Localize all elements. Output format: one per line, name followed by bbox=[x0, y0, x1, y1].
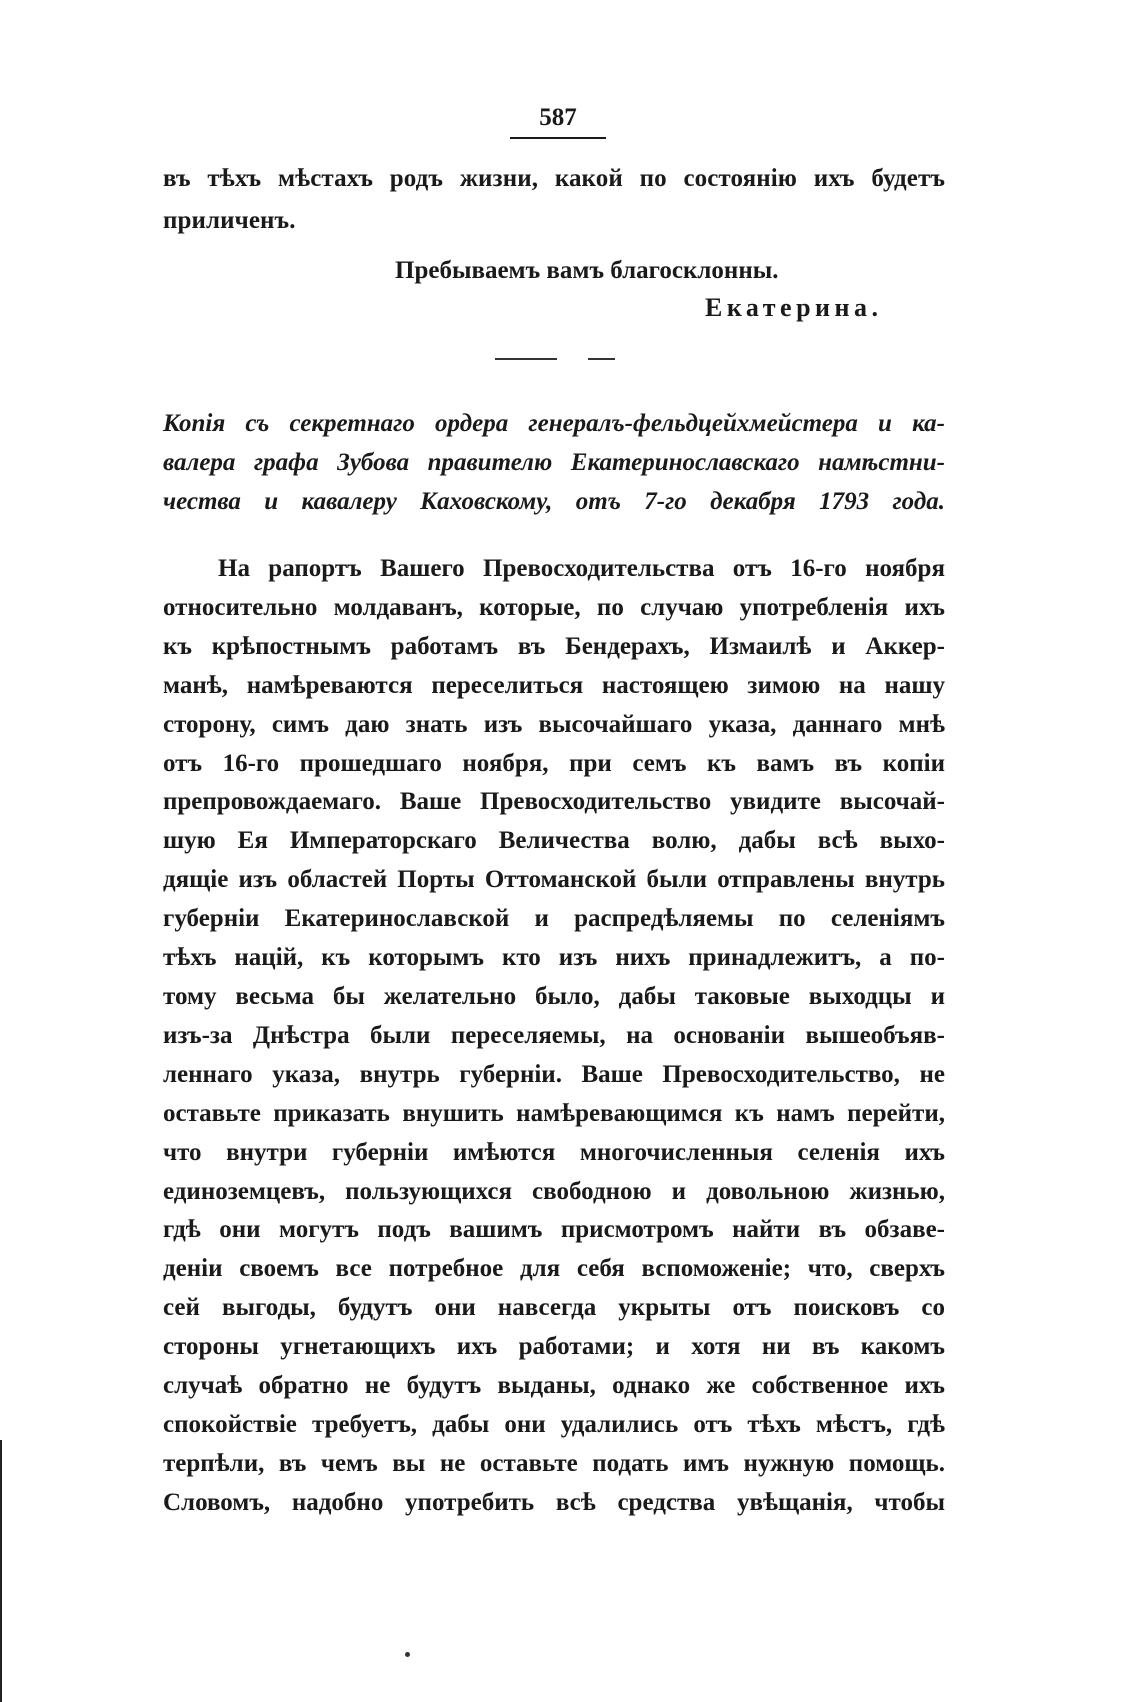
body-line: шую Ея Императорскаго Величества волю, дабы всѣ выхо- bbox=[163, 827, 945, 855]
body-line: что внутри губерніи имѣются многочисленныя селенія ихъ bbox=[163, 1138, 945, 1166]
heading-line: чества и кавалеру Каховскому, отъ 7-го декабря 1793 года. bbox=[163, 488, 945, 515]
ink-speck bbox=[405, 1652, 410, 1657]
body-line: сей выгоды, будутъ они навсегда укрыты отъ поисковъ со bbox=[163, 1294, 945, 1322]
body-line: отъ 16-го прошедшаго ноября, при семъ къ вамъ въ копіи bbox=[163, 749, 945, 777]
closing-formula: Пребываемъ вамъ благосклонны. bbox=[395, 257, 779, 284]
text-line: приличенъ. bbox=[163, 207, 296, 234]
separator-rule bbox=[588, 358, 615, 360]
body-line: спокойствіе требуетъ, дабы они удалились отъ тѣхъ мѣстъ, гдѣ bbox=[163, 1410, 945, 1438]
body-line: Словомъ, надобно употребить всѣ средства увѣщанія, чтобы bbox=[163, 1488, 945, 1516]
continued-text bbox=[163, 158, 945, 242]
body-line: губерніи Екатеринославской и распредѣляемы по селеніямъ bbox=[163, 905, 945, 933]
body-line: тому весьма бы желательно было, дабы таковые выходцы и bbox=[163, 982, 945, 1010]
separator-rule bbox=[495, 358, 557, 360]
body-line: единоземцевъ, пользующихся свободною и довольною жизнью, bbox=[163, 1177, 945, 1205]
body-line: терпѣли, въ чемъ вы не оставьте подать имъ нужную помощь. bbox=[163, 1449, 945, 1477]
body-line: изъ-за Днѣстра были переселяемы, на основаніи вышеобъяв- bbox=[163, 1021, 945, 1049]
body-line: сторону, симъ даю знать изъ высочайшаго указа, даннаго мнѣ bbox=[163, 710, 945, 738]
body-line: гдѣ они могутъ подъ вашимъ присмотромъ найти въ обзаве- bbox=[163, 1216, 945, 1244]
body-line: препровождаемаго. Ваше Превосходительство увидите высочай- bbox=[163, 788, 945, 816]
body-line: относительно молдаванъ, которые, по случаю употребленія ихъ bbox=[163, 593, 945, 621]
body-line: На рапортъ Вашего Превосходительства отъ 16-го ноября bbox=[218, 555, 945, 582]
body-line: къ крѣпостнымъ работамъ въ Бендерахъ, Измаилѣ и Аккер- bbox=[163, 632, 945, 660]
signature: Екатерина. bbox=[705, 293, 883, 322]
body-text bbox=[163, 550, 945, 1523]
page-number: 587 bbox=[539, 104, 577, 131]
body-line: деніи своемъ все потребное для себя вспоможеніе; что, сверхъ bbox=[163, 1255, 945, 1283]
page-edge-shadow bbox=[0, 1440, 2, 1702]
text-line: въ тѣхъ мѣстахъ родъ жизни, какой по состоянію ихъ будетъ bbox=[163, 165, 945, 192]
body-line: оставьте приказать внушить намѣревающимся къ намъ перейти, bbox=[163, 1099, 945, 1127]
body-line: манѣ, намѣреваются переселиться настоящею зимою на нашу bbox=[163, 671, 945, 699]
page-number-rule bbox=[510, 137, 606, 139]
body-line: дящіе изъ областей Порты Оттоманской были отправлены внутрь bbox=[163, 866, 945, 894]
document-heading bbox=[163, 404, 945, 521]
body-line: случаѣ обратно не будутъ выданы, однако же собственное ихъ bbox=[163, 1372, 945, 1400]
body-line: тѣхъ націй, къ которымъ кто изъ нихъ принадлежитъ, а по- bbox=[163, 944, 945, 972]
heading-line: Копія съ секретнаго ордера генералъ-фельдцейхмейстера и ка- bbox=[163, 410, 945, 437]
body-line: леннаго указа, внутрь губерніи. Ваше Превосходительство, не bbox=[163, 1060, 945, 1088]
heading-line: валера графа Зубова правителю Екатеринославскаго намѣстни- bbox=[163, 449, 945, 476]
body-line: стороны угнетающихъ ихъ работами; и хотя ни въ какомъ bbox=[163, 1333, 945, 1361]
